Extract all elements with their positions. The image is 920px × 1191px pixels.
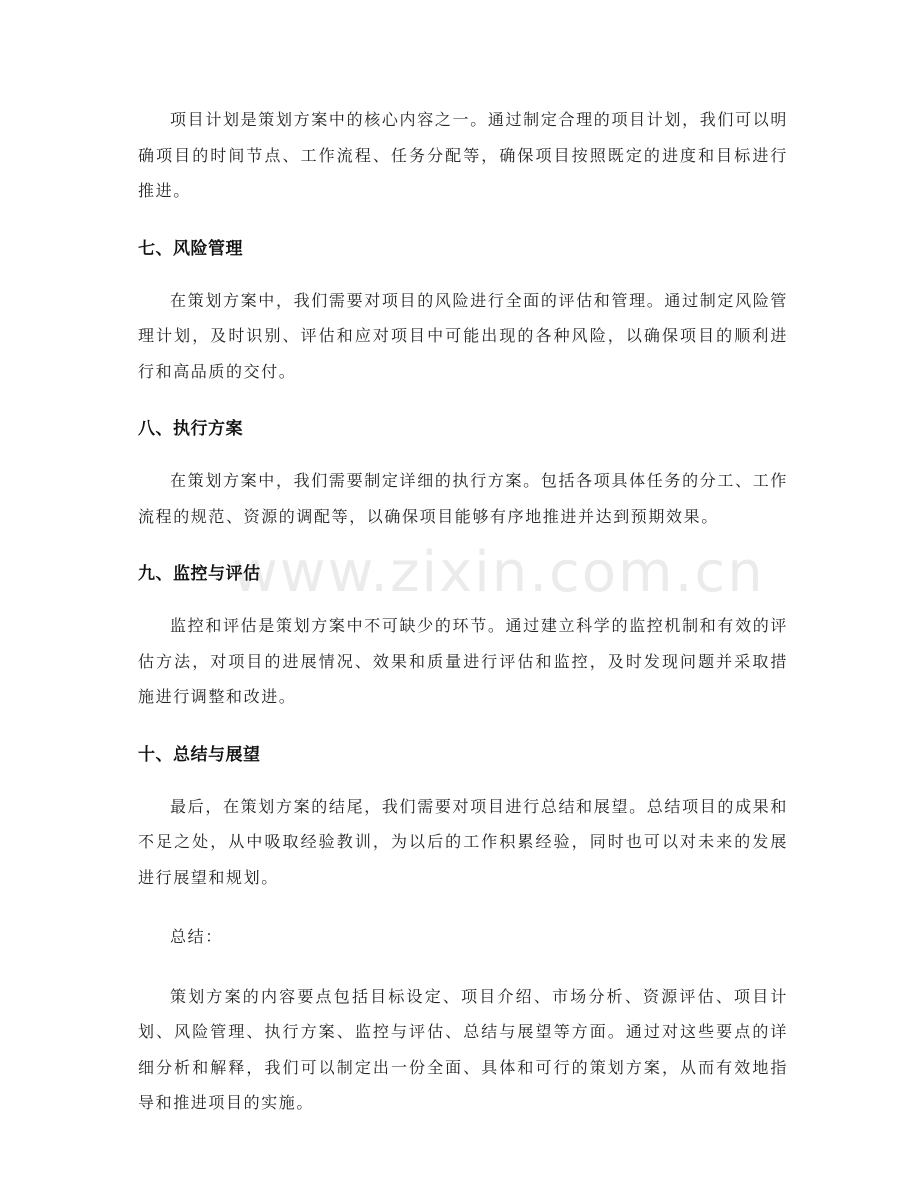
paragraph-summary-label: 总结： bbox=[170, 927, 223, 946]
watermark-text: www.zixin.com.cn bbox=[232, 540, 765, 605]
paragraph-summary-outlook: 最后，在策划方案的结尾，我们需要对项目进行总结和展望。总结项目的成果和不足之处，从中吸取经验教训，为以后的工作积累经验，同时也可以对未来的发展进行展望和规划。 bbox=[138, 796, 788, 887]
heading-summary-outlook: 十、总结与展望 bbox=[138, 744, 261, 765]
paragraph-conclusion: 策划方案的内容要点包括目标设定、项目介绍、市场分析、资源评估、项目计划、风险管理、执行方案、监控与评估、总结与展望等方面。通过对这些要点的详细分析和解释，我们可以制定出一份全面、具体和可行的策划方案，从而有效地指导和推进项目的实施。 bbox=[138, 986, 788, 1112]
heading-risk-management: 七、风险管理 bbox=[138, 238, 243, 259]
heading-execution-plan: 八、执行方案 bbox=[138, 419, 243, 439]
document-body bbox=[138, 102, 788, 1121]
paragraph-project-plan: 项目计划是策划方案中的核心内容之一。通过制定合理的项目计划，我们可以明确项目的时间节点、工作流程、任务分配等，确保项目按照既定的进度和目标进行推进。 bbox=[138, 110, 788, 200]
paragraph-monitoring-evaluation: 监控和评估是策划方案中不可缺少的环节。通过建立科学的监控机制和有效的评估方法，对项目的进展情况、效果和质量进行评估和监控，及时发现问题并采取措施进行调整和改进。 bbox=[138, 616, 788, 706]
paragraph-execution-plan: 在策划方案中，我们需要制定详细的执行方案。包括各项具体任务的分工、工作流程的规范、资源的调配等，以确保项目能够有序地推进并达到预期效果。 bbox=[138, 471, 788, 526]
paragraph-risk-management: 在策划方案中，我们需要对项目的风险进行全面的评估和管理。通过制定风险管理计划，及时识别、评估和应对项目中可能出现的各种风险，以确保项目的顺利进行和高品质的交付。 bbox=[138, 290, 788, 381]
heading-monitoring-evaluation: 九、监控与评估 bbox=[138, 564, 261, 584]
